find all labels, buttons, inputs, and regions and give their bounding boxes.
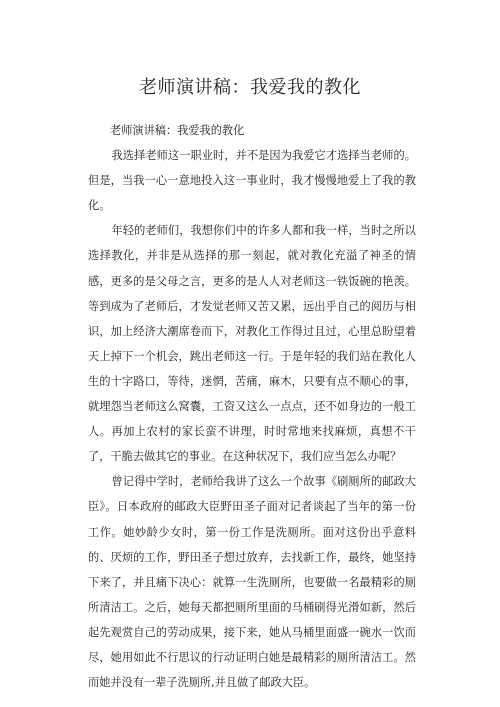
paragraph: 曾记得中学时，老师给我讲了这么一个故事《刷厕所的邮政大臣》。日本政府的邮政大臣野田圣子面对记者谈起了当年的第一份工作。她妙龄少女时，第一份工作是洗厕所。面对这份出乎意料的、厌烦的工作，野田圣子想过放弃，去找新工作，最终，她坚持下来了，并且痛下决心：就算一生洗厕所，也要做一名最精彩的厕所清洁工。之后，她每天都把厕所里面的马桶刷得光滑如新，然后起先观赏自己的劳动成果，接下来，她从马桶里面盛一碗水一饮而尽，她用如此不行思议的行动证明白她是最精彩的厕所清洁工。然而她并没有一辈子洗厕所,并且做了邮政大臣。 bbox=[88, 475, 416, 690]
document-subtitle: 老师演讲稿：我爱我的教化 bbox=[110, 124, 245, 137]
paragraph: 我选择老师这一职业时，并不是因为我爱它才选择当老师的。但是，当我一心一意地投入这一事业时，我才慢慢地爱上了我的教化。 bbox=[88, 149, 416, 213]
document-body bbox=[88, 118, 416, 695]
paragraph: 年轻的老师们，我想你们中的许多人都和我一样，当时之所以选择教化，并非是从选择的那一刻起，就对教化充溢了神圣的情感，更多的是父母之言，更多的是人人对老师这一铁饭碗的艳羡。等到成为了老师后，才发觉老师又苦又累，远出乎自己的阅历与相识，加上经济大潮席卷而下，对教化工作得过且过，心里总盼望着天上掉下一个机会，跳出老师这一行。于是年轻的我们站在教化人生的十字路口，等待，迷惘，苦痛，麻木，只要有点不顺心的事，就埋怨当老师这么窝囊，工资又这么一点点，还不如身边的一般工人。再加上农村的家长蛮不讲理，时时常地来找麻烦，真想不干了，干脆去做其它的事业。在这种状况下，我们应当怎么办呢？ bbox=[88, 224, 416, 464]
document-title: 老师演讲稿：我爱我的教化 bbox=[139, 77, 361, 98]
